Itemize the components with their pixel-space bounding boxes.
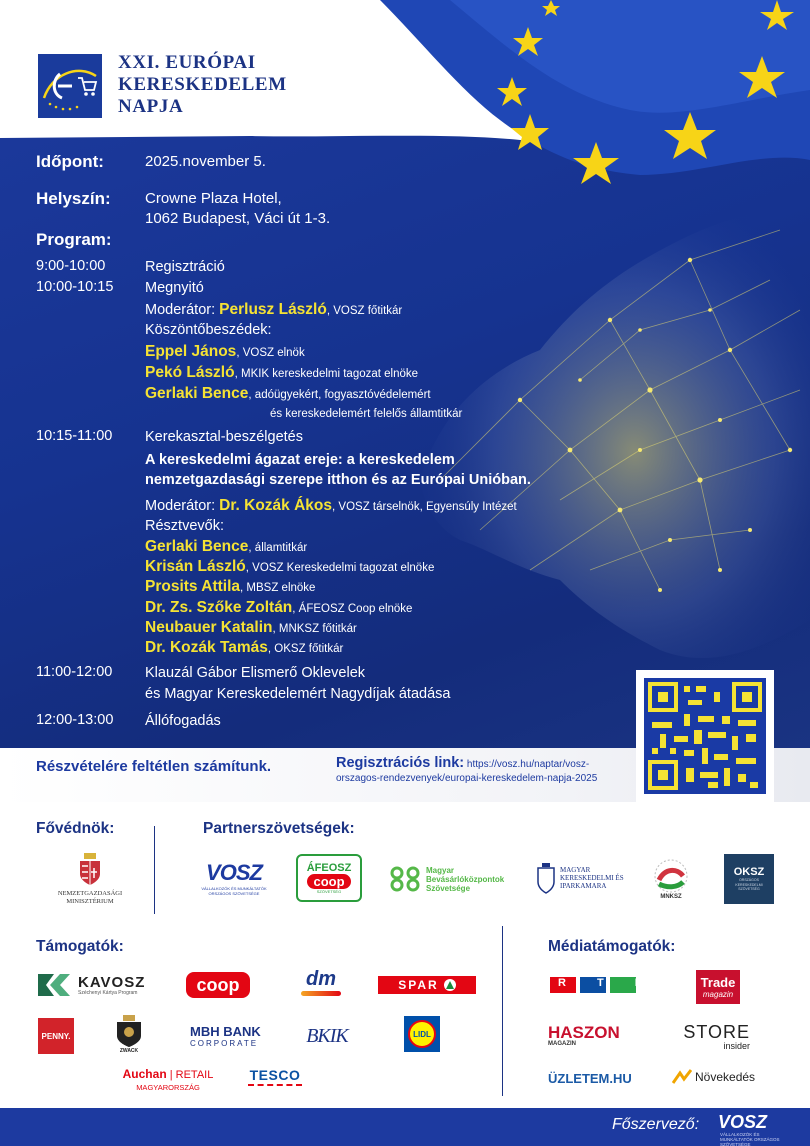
participant-name: Neubauer Katalin	[145, 619, 273, 636]
event-title	[118, 52, 287, 118]
tesco-text: TESCO	[249, 1067, 301, 1083]
participant-name: Gerlaki Bence	[145, 538, 249, 555]
registration-link-label: Regisztrációs link:	[336, 755, 465, 771]
divider-vertical-top	[154, 826, 155, 914]
speaker-role: , VOSZ elnök	[236, 347, 305, 359]
venue-label: Helyszín:	[36, 189, 111, 208]
rtl-logo	[548, 976, 656, 994]
venue-line-2: 1062 Budapest, Váci út 1-3.	[145, 210, 331, 227]
ministry-logo	[46, 848, 134, 910]
greeter-2	[145, 363, 418, 384]
uzletem-text: ÜZLETEM.HU	[548, 1070, 632, 1086]
participant-name: Dr. Zs. Szőke Zoltán	[145, 599, 293, 616]
participant-3	[145, 577, 315, 598]
slot-4-text-2: és Magyar Kereskedelemért Nagydíjak átadása	[145, 686, 451, 702]
speaker-role: , adóügyekért, fogyasztóvédelemért	[248, 389, 431, 401]
vosz-logo	[196, 856, 272, 900]
moderator-2	[145, 496, 517, 517]
participant-role: , államtitkár	[248, 542, 308, 554]
spar-tree-icon	[444, 979, 456, 991]
registration-link-block	[336, 756, 626, 786]
participant-4	[145, 598, 412, 619]
greetings-label: Köszöntőbeszédek:	[145, 322, 272, 338]
zwack-logo	[108, 1010, 150, 1058]
moderator-1	[145, 300, 402, 321]
roundtable-topic-2: nemzetgazdasági szerepe itthon és az Európai Unióban.	[145, 472, 531, 488]
kavosz-text: KAVOSZ	[78, 973, 146, 991]
store-text: STORE	[683, 1022, 750, 1042]
mkik-logo	[536, 858, 630, 898]
trade-text: Trade	[700, 974, 736, 990]
slot-2-text: Megnyitó	[145, 280, 204, 296]
registration-link-url-1[interactable]: https://vosz.hu/naptar/vosz-	[466, 759, 590, 770]
participant-6	[145, 638, 343, 659]
mbsz-text: Magyar Bevásárlóközpontok Szövetsége	[426, 865, 505, 893]
supporters-heading: Támogatók:	[36, 938, 124, 955]
greeter-1	[145, 342, 305, 363]
participants-label: Résztvevők:	[145, 518, 224, 534]
tesco-logo	[246, 1066, 304, 1088]
auchan-retail: RETAIL	[175, 1068, 214, 1081]
mbsz-icon	[388, 864, 422, 894]
title-line-2: KERESKEDELEM	[118, 74, 287, 95]
mnksz-text: MNKSZ	[660, 894, 682, 900]
lidl-logo	[404, 1016, 440, 1052]
moderator-role: , VOSZ főtitkár	[326, 305, 403, 317]
participant-name: Dr. Kozák Tamás	[145, 639, 268, 656]
oksz-text: OKSZ	[733, 866, 765, 879]
europe-network-map	[380, 150, 810, 710]
penny-logo	[38, 1018, 74, 1054]
time-slot-3: 10:15-11:00	[36, 428, 113, 444]
mkik-coat-icon	[536, 862, 556, 894]
zwack-crest-icon	[114, 1014, 144, 1048]
oksz-sub: ORSZÁGOS KERESKEDELMI SZÖVETSÉG	[735, 878, 763, 892]
slot-5-text: Állófogadás	[145, 713, 221, 729]
auchan-logo: Auchan | RETAIL MAGYARORSZÁG	[122, 1066, 214, 1092]
vosz-sub: VÁLLALKOZÓK ÉS MUNKÁLTATÓK ORSZÁGOS SZÖVETSÉGE	[201, 886, 267, 896]
participant-name: Krisán László	[145, 558, 246, 575]
attendance-invite: Részvételére feltétlen számítunk.	[36, 758, 272, 775]
moderator-name: Dr. Kozák Ákos	[219, 497, 333, 514]
registration-qr-code[interactable]	[636, 670, 774, 802]
ministry-name: NEMZETGAZDASÁGI MINISZTÉRIUM	[57, 890, 123, 905]
dm-logo	[298, 966, 344, 998]
moderator-name: Perlusz László	[219, 301, 327, 318]
lidl-text: LIDL	[413, 1029, 431, 1039]
coat-of-arms-icon	[79, 852, 101, 886]
tesco-stripe	[248, 1084, 302, 1086]
auchan-text: Auchan	[122, 1066, 167, 1081]
time-slot-1: 9:00-10:00	[36, 258, 106, 274]
penny-text: PENNY.	[41, 1031, 71, 1041]
speaker-name: Pekó László	[145, 364, 235, 381]
participant-5	[145, 618, 357, 639]
afeosz-logo	[296, 854, 362, 902]
trade-magazin-logo	[696, 970, 740, 1004]
divider-vertical-bottom	[502, 926, 503, 1096]
participant-role: , MBSZ elnöke	[240, 582, 316, 594]
slot-4-text-1: Klauzál Gábor Elismerő Oklevelek	[145, 665, 366, 681]
store-insider-logo	[683, 1022, 750, 1052]
mnksz-icon	[651, 858, 691, 894]
date-value: 2025.november 5.	[145, 153, 266, 170]
greeter-3	[145, 384, 431, 405]
date-label: Időpont:	[36, 152, 104, 171]
vosz-text: VOSZ	[206, 860, 262, 885]
afeosz-sub: SZÖVETSÉG	[316, 889, 342, 894]
mnksz-logo	[646, 854, 696, 904]
participant-2	[145, 557, 434, 578]
speaker-name: Gerlaki Bence	[145, 385, 249, 402]
speaker-name: Eppel János	[145, 343, 237, 360]
store-sub: insider	[723, 1041, 750, 1051]
media-heading: Médiatámogatók:	[548, 938, 676, 955]
trade-sub: magazin	[702, 989, 734, 999]
uzletem-logo	[548, 1068, 640, 1088]
moderator-role: , VOSZ társelnök, Egyensúly Intézet	[332, 501, 517, 513]
novekedes-text: Növekedés	[695, 1070, 756, 1084]
participant-role: , ÁFEOSZ Coop elnöke	[292, 603, 413, 615]
kavosz-logo	[38, 972, 150, 998]
kavosz-sub: Széchenyi Kártya Program	[78, 989, 138, 996]
event-logo	[38, 54, 102, 118]
haszon-sub: MAGAZIN	[548, 1040, 576, 1047]
bkik-text: BKIK	[306, 1024, 348, 1047]
organizer-sub: VÁLLALKOZÓK ÉS MUNKÁLTATÓK ORSZÁGOS SZÖVETSÉGE	[720, 1132, 780, 1146]
afeosz-text: ÁFEOSZ	[306, 862, 352, 874]
zwack-text: ZWACK	[119, 1048, 139, 1054]
kavosz-icon	[38, 974, 70, 996]
time-slot-5: 12:00-13:00	[36, 712, 114, 728]
partner-heading: Partnerszövetségek:	[203, 820, 355, 837]
rtl-text: R T L	[558, 977, 656, 989]
title-line-1: XXI. EURÓPAI	[118, 52, 256, 73]
organizer-label: Főszervező:	[612, 1116, 700, 1133]
dm-text: dm	[306, 968, 336, 990]
registration-link-url-2[interactable]: orszagos-rendezvenyek/europai-kereskedelem-napja-2025	[336, 773, 598, 784]
dm-wave	[301, 991, 341, 996]
oksz-logo	[724, 854, 774, 904]
mbh-text: MBH BANK	[190, 1023, 261, 1039]
novekedes-logo	[672, 1066, 764, 1088]
roundtable-topic-1: A kereskedelmi ágazat ereje: a kereskedelem	[145, 452, 455, 468]
spar-text: SPAR	[398, 978, 439, 992]
participant-1	[145, 537, 307, 558]
speaker-role: , MKIK kereskedelmi tagozat elnöke	[234, 368, 419, 380]
slot-1-text: Regisztráció	[145, 259, 225, 275]
mbh-sub: CORPORATE	[190, 1038, 259, 1048]
program-label: Program:	[36, 230, 112, 249]
organizer-logo: VOSZ	[718, 1112, 768, 1132]
participant-role: , MNKSZ főtitkár	[272, 623, 357, 635]
afeosz-coop-text: coop	[307, 874, 350, 889]
coop-logo	[186, 972, 250, 998]
time-slot-4: 11:00-12:00	[36, 664, 113, 680]
time-slot-2: 10:00-10:15	[36, 279, 114, 295]
participant-role: , VOSZ Kereskedelmi tagozat elnöke	[245, 562, 435, 574]
mbsz-logo	[388, 862, 518, 896]
title-line-3: NAPJA	[118, 96, 184, 117]
auchan-sub: MAGYARORSZÁG	[136, 1082, 200, 1092]
slot-3-text: Kerekasztal-beszélgetés	[145, 429, 303, 445]
novekedes-icon	[672, 1069, 692, 1085]
moderator-label: Moderátor:	[145, 302, 220, 318]
spar-logo	[378, 976, 476, 994]
haszon-logo	[548, 1022, 640, 1048]
participant-name: Prosits Attila	[145, 578, 241, 595]
moderator-label: Moderátor:	[145, 498, 220, 514]
mbh-logo	[190, 1022, 264, 1050]
participant-role: , OKSZ főtitkár	[267, 643, 344, 655]
bkik-logo	[298, 1018, 356, 1054]
greeter-3-role-cont: és kereskedelemért felelős államtitkár	[270, 408, 463, 420]
haszon-text: HASZON	[548, 1022, 620, 1042]
mkik-text: MAGYAR KERESKEDELMI ÉS IPARKAMARA	[560, 866, 624, 890]
patron-heading: Fővédnök:	[36, 820, 115, 837]
venue-line-1: Crowne Plaza Hotel,	[145, 190, 282, 207]
coop-text: coop	[196, 974, 240, 995]
